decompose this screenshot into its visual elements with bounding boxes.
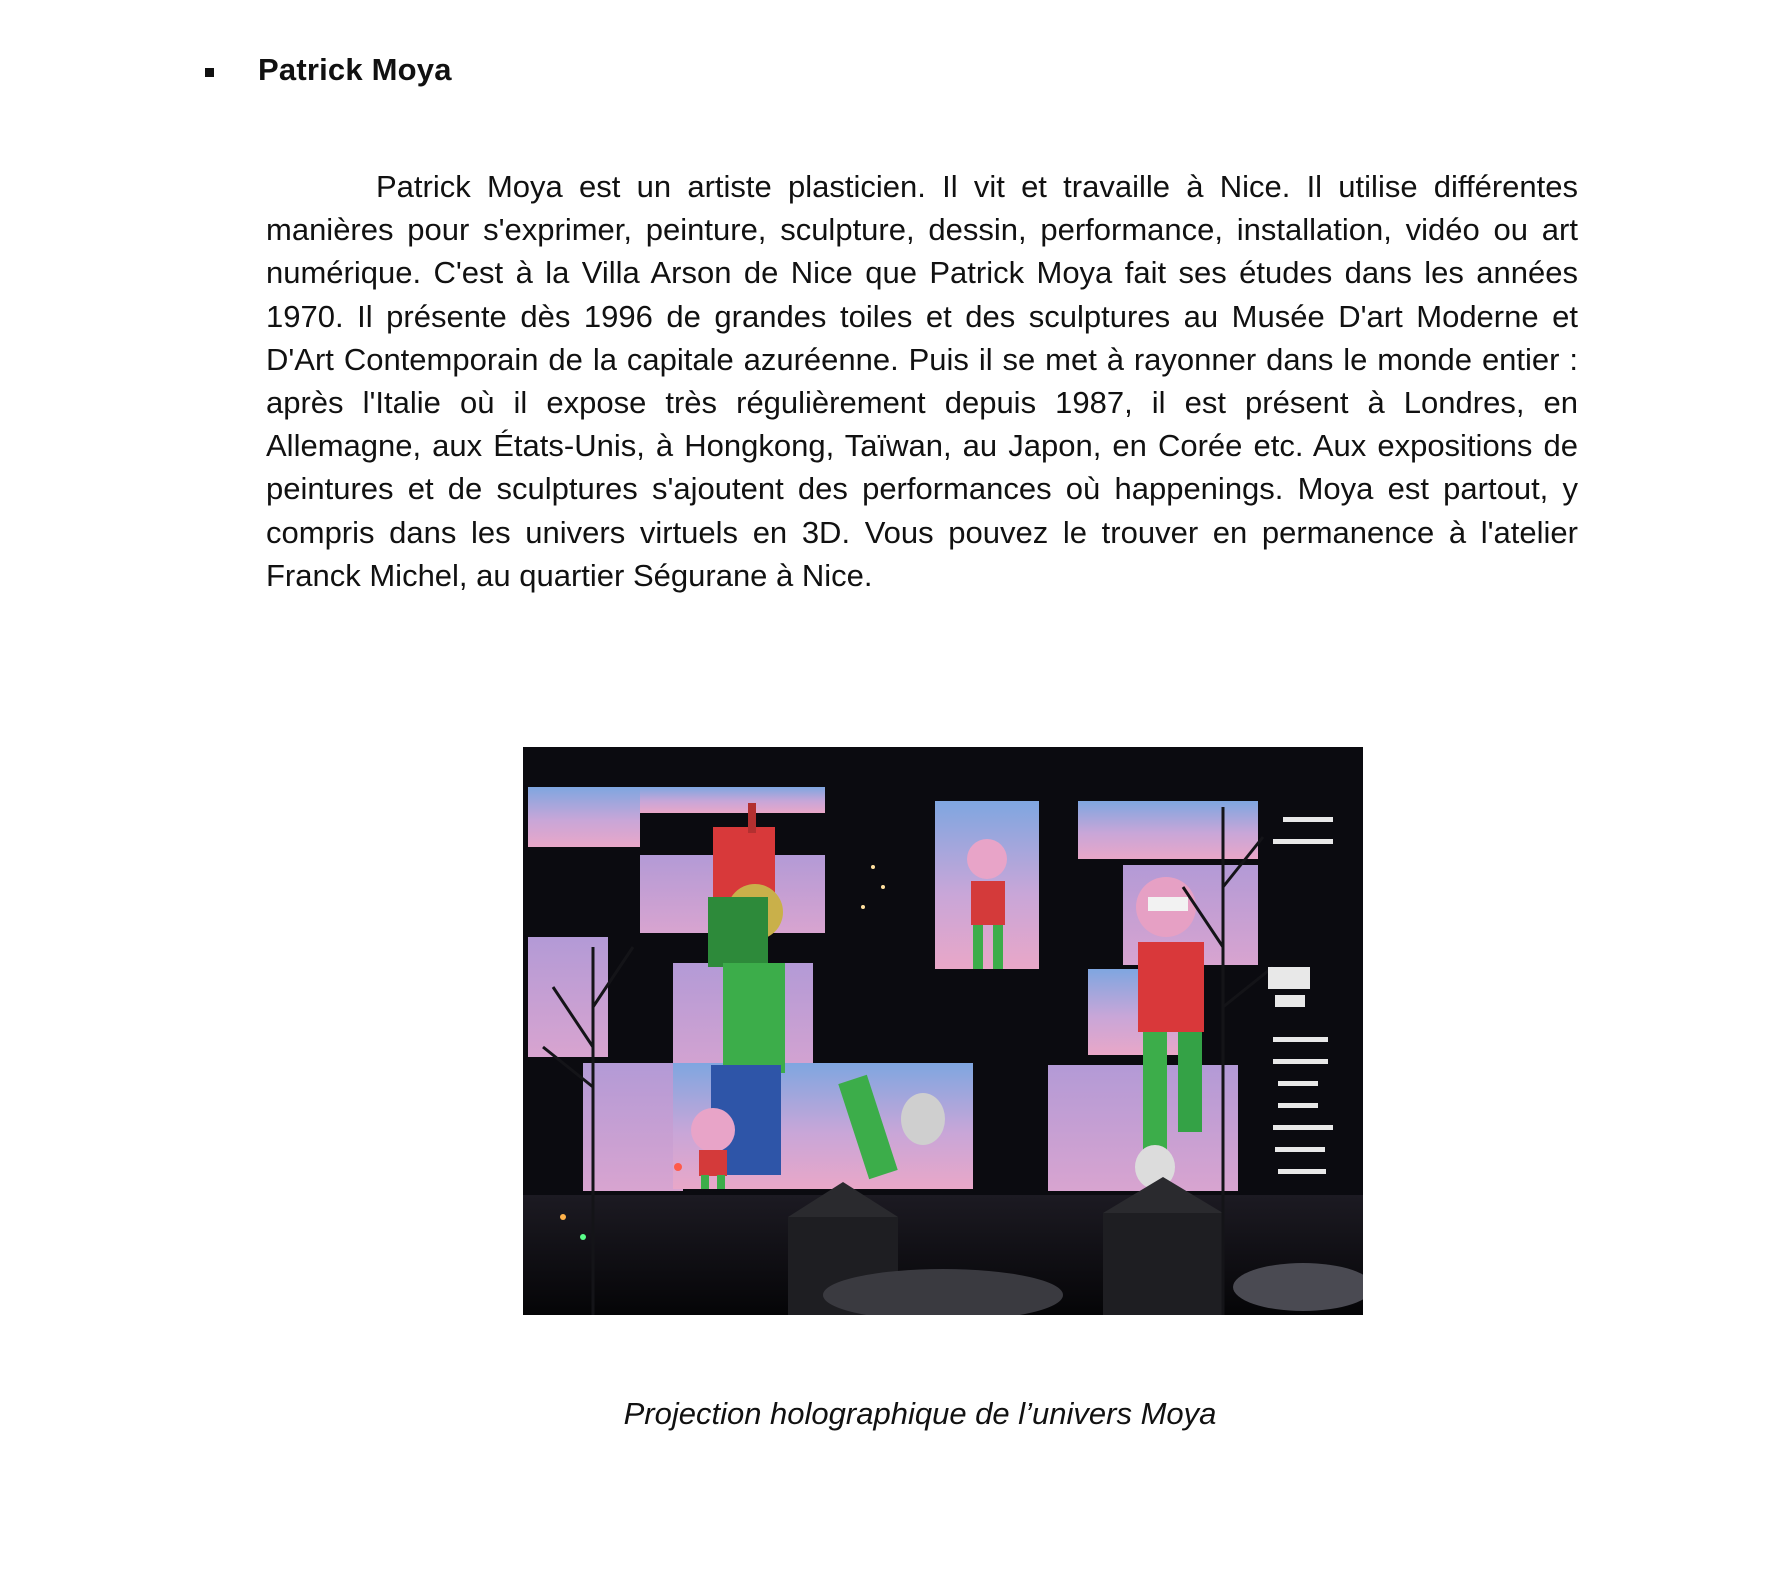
body-paragraph: Patrick Moya est un artiste plasticien. Il vit et travaille à Nice. Il utilise différentes manières pour s'exprimer, peinture, sculpture, dessin, performance, installation, vidéo ou art numérique. C'est à la Villa Arson de Nice que Patrick Moya fait ses études dans les années 1970. Il présente dès 1996 de grandes toiles et des sculptures au Musée D'art Moderne et D'Art Contemporain de la capitale azuréenne. Puis il se met à rayonner dans le monde entier : après l'Italie où il expose très régulièrement depuis 1987, il est présent à Londres, en Allemagne, aux États-Unis, à Hongkong, Taïwan, au Japon, en Corée etc. Aux expositions de peintures et de sculptures s'ajoutent des performances où happenings. Moya est partout, y compris dans les univers virtuels en 3D. Vous pouvez le trouver en permanence à l'atelier Franck Michel, au quartier Ségurane à Nice. xyxy=(266,169,1578,593)
figure-caption: Projection holographique de l’univers Moya xyxy=(623,1396,1217,1431)
projection-photo xyxy=(523,747,1363,1315)
square-bullet-icon xyxy=(205,68,214,77)
section-title: Patrick Moya xyxy=(258,52,452,87)
section-heading xyxy=(205,52,452,88)
